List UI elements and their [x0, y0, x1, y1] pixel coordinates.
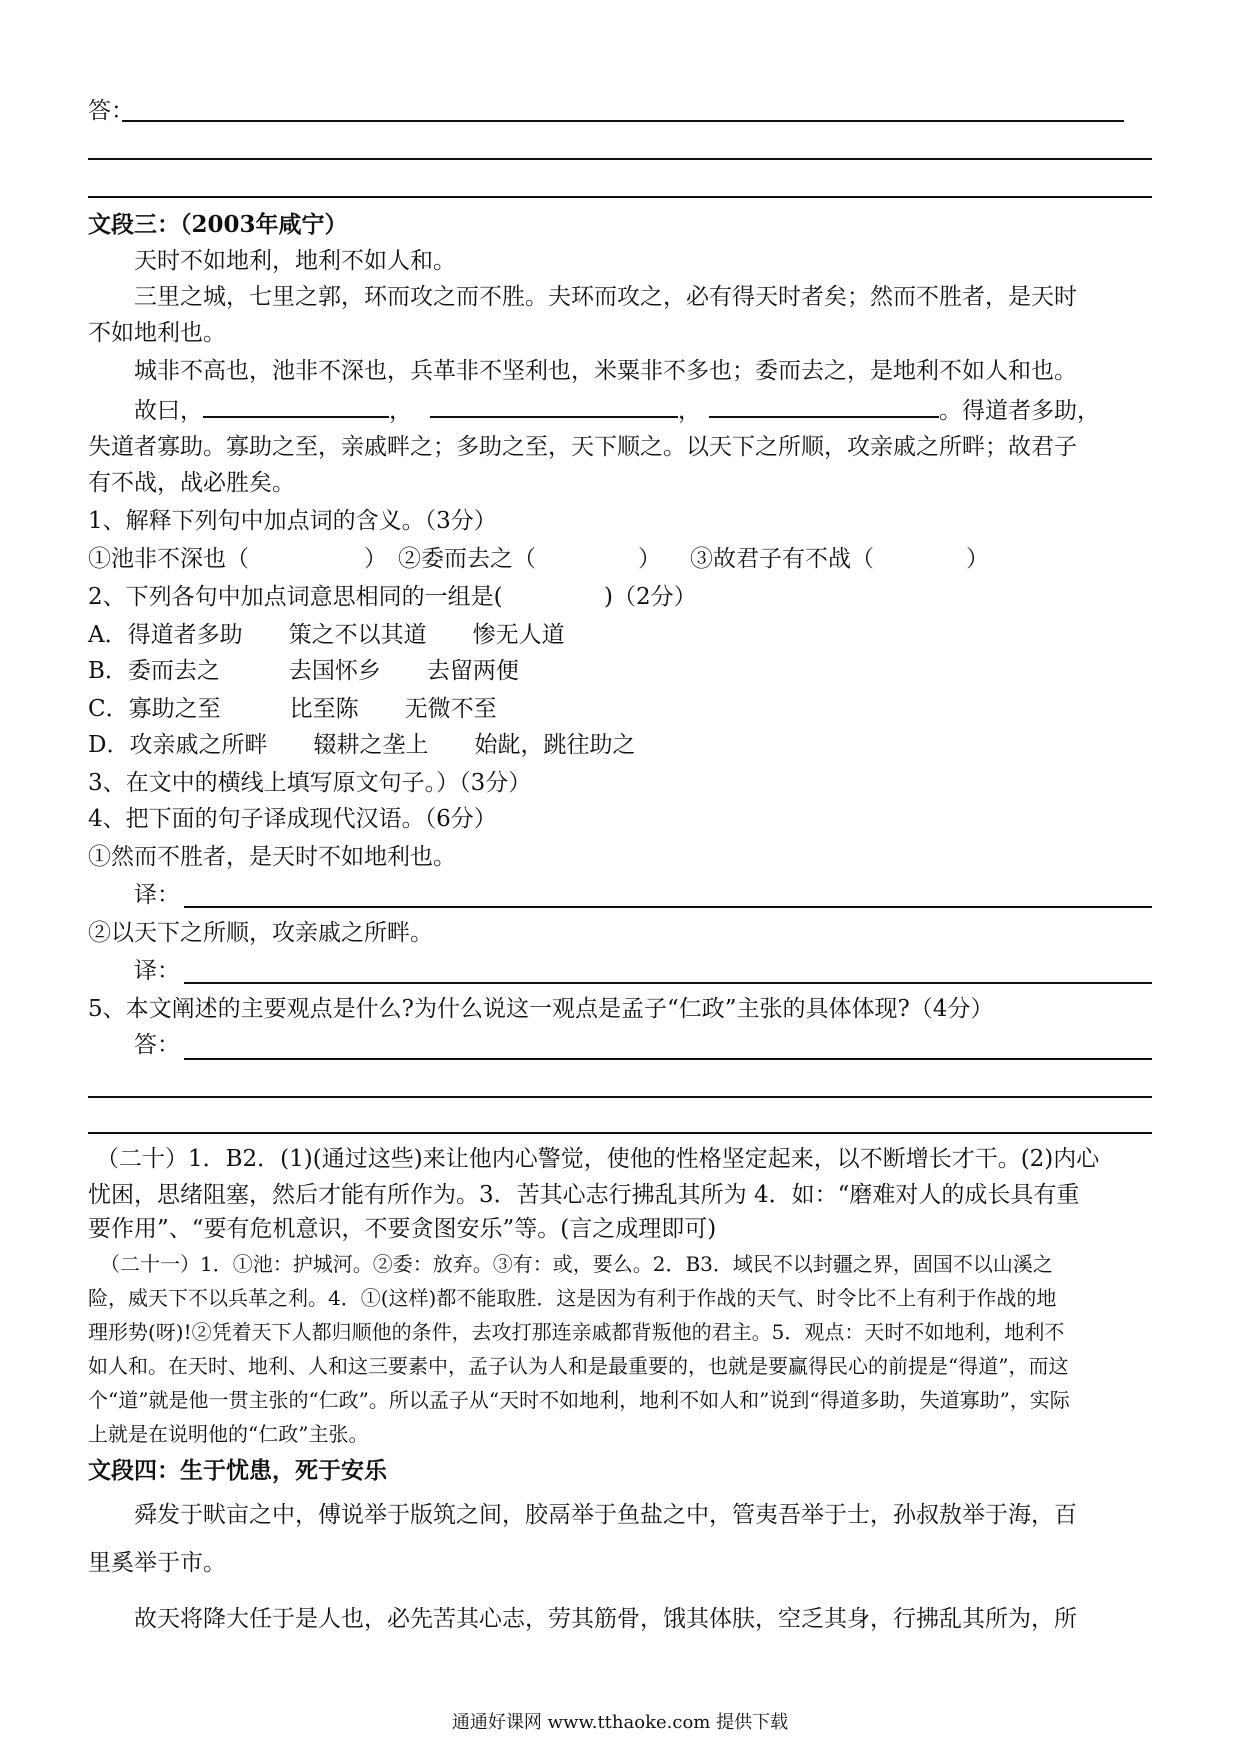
page-footer: 通通好课网 www.tthaoke.com 提供下载	[451, 1712, 789, 1733]
answer-key-20: 要作用”、“要有危机意识，不要贪图安乐”等。(言之成理即可)	[88, 1216, 717, 1242]
section4-paragraph: 里奚举于市。	[88, 1550, 226, 1576]
option-b: B．委而去之 去国怀乡 去留两便	[88, 658, 519, 684]
option-d: D．攻亲戚之所畔 辍耕之垄上 始龀，跳往助之	[88, 732, 636, 758]
answer-key-21: 上就是在说明他的“仁政”主张。	[88, 1422, 369, 1446]
answer-key-21: （二十一）1．①池：护城河。②委：放弃。③有：或，要么。2．B3．域民不以封疆之界，固国不以山溪之	[100, 1252, 1053, 1276]
translate-line	[184, 982, 1152, 984]
answer-key-21: 个“道”就是他一贯主张的“仁政”。所以孟子从“天时不如地利，地利不如人和”说到“得道多助，失道寡助”，实际	[88, 1388, 1070, 1412]
fill-separator: ，	[389, 398, 412, 424]
section3-paragraph: 三里之城，七里之郭，环而攻之而不胜。夫环而攻之，必有得天时者矣；然而不胜者，是天时	[134, 284, 1077, 310]
translate-line	[184, 906, 1152, 908]
question-2: 2、下列各句中加点词意思相同的一组是(	[88, 584, 503, 610]
answer-line	[88, 1096, 1152, 1098]
fill-suffix: 。得道者多助，	[939, 398, 1100, 424]
question-4-2: ②以天下之所顺，攻亲戚之所畔。	[88, 920, 433, 946]
question-1a: ①池非不深也（	[88, 546, 249, 572]
translate-label: 译：	[134, 882, 180, 908]
option-c: C．寡助之至 比至陈 无微不至	[88, 696, 497, 722]
answer-key-21: 险，威天下不以兵革之利。4．①(这样)都不能取胜．这是因为有利于作战的天气、时令比不上有利于作战的地	[88, 1286, 1057, 1310]
answer-line	[88, 196, 1152, 198]
section4-paragraph: 舜发于畎亩之中，傅说举于版筑之间，胶鬲举于鱼盐之中，管夷吾举于士，孙叔敖举于海，百	[134, 1502, 1077, 1528]
question-1c: ③故君子有不战（	[690, 546, 874, 572]
question-2-end: )（2分）	[604, 584, 697, 610]
section3-paragraph: 天时不如地利，地利不如人和。	[134, 248, 456, 274]
fill-blank[interactable]	[430, 394, 678, 418]
question-1c-close: ）	[966, 546, 989, 572]
fill-prefix: 故曰，	[134, 398, 203, 424]
answer-line	[184, 1058, 1152, 1060]
section4-heading: 文段四：生于忧患，死于安乐	[88, 1457, 387, 1484]
answer-line	[88, 158, 1152, 160]
answer-line	[122, 120, 1124, 122]
answer-key-21: 如人和。在天时、地利、人和这三要素中，孟子认为人和是最重要的，也就是要赢得民心的前提是“得道”，而这	[88, 1354, 1069, 1378]
answer-key-21: 理形势(呀)!②凭着天下人都归顺他的条件，去攻打那连亲戚都背叛他的君主。5．观点：天时不如地利，地利不	[88, 1320, 1065, 1344]
translate-label: 译：	[134, 958, 180, 984]
section3-fill-line	[134, 394, 1100, 426]
answer-label: 答：	[88, 98, 134, 124]
question-5: 5、本文阐述的主要观点是什么?为什么说这一观点是孟子“仁政”主张的具体体现?（4分）	[88, 996, 994, 1022]
answer-key-20: （二十）1．B2．(1)(通过这些)来让他内心警觉，使他的性格坚定起来，以不断增长才干。(2)内心	[96, 1146, 1100, 1172]
section3-paragraph: 有不战，战必胜矣。	[88, 470, 295, 496]
section3-paragraph: 不如地利也。	[88, 320, 226, 346]
question-4-1: ①然而不胜者，是天时不如地利也。	[88, 844, 456, 870]
question-1b-close: ）	[638, 546, 661, 572]
fill-separator: ，	[678, 398, 701, 424]
question-1: 1、解释下列句中加点词的含义。（3分）	[88, 508, 497, 534]
section3-heading: 文段三：（2003年咸宁）	[88, 211, 348, 238]
section3-paragraph: 城非不高也，池非不深也，兵革非不坚利也，米粟非不多也；委而去之，是地利不如人和也。	[134, 358, 1077, 384]
question-1b: ②委而去之（	[398, 546, 536, 572]
fill-blank[interactable]	[203, 394, 389, 418]
question-1a-close: ）	[364, 546, 387, 572]
fill-blank[interactable]	[709, 394, 939, 418]
section4-paragraph: 故天将降大任于是人也，必先苦其心志，劳其筋骨，饿其体肤，空乏其身，行拂乱其所为，所	[134, 1606, 1077, 1632]
answer-key-20: 忧困，思绪阻塞，然后才能有所作为。3．苦其心志行拂乱其所为 4．如：“磨难对人的成长具有重	[88, 1182, 1080, 1208]
answer-line	[88, 1132, 1152, 1134]
option-a: A．得道者多助 策之不以其道 惨无人道	[88, 622, 565, 648]
question-3: 3、在文中的横线上填写原文句子。）（3分）	[88, 770, 532, 796]
question-4: 4、把下面的句子译成现代汉语。（6分）	[88, 806, 497, 832]
answer-label: 答：	[134, 1032, 180, 1058]
section3-paragraph: 失道者寡助。寡助之至，亲戚畔之；多助之至，天下顺之。以天下之所顺，攻亲戚之所畔；故君子	[88, 434, 1077, 460]
